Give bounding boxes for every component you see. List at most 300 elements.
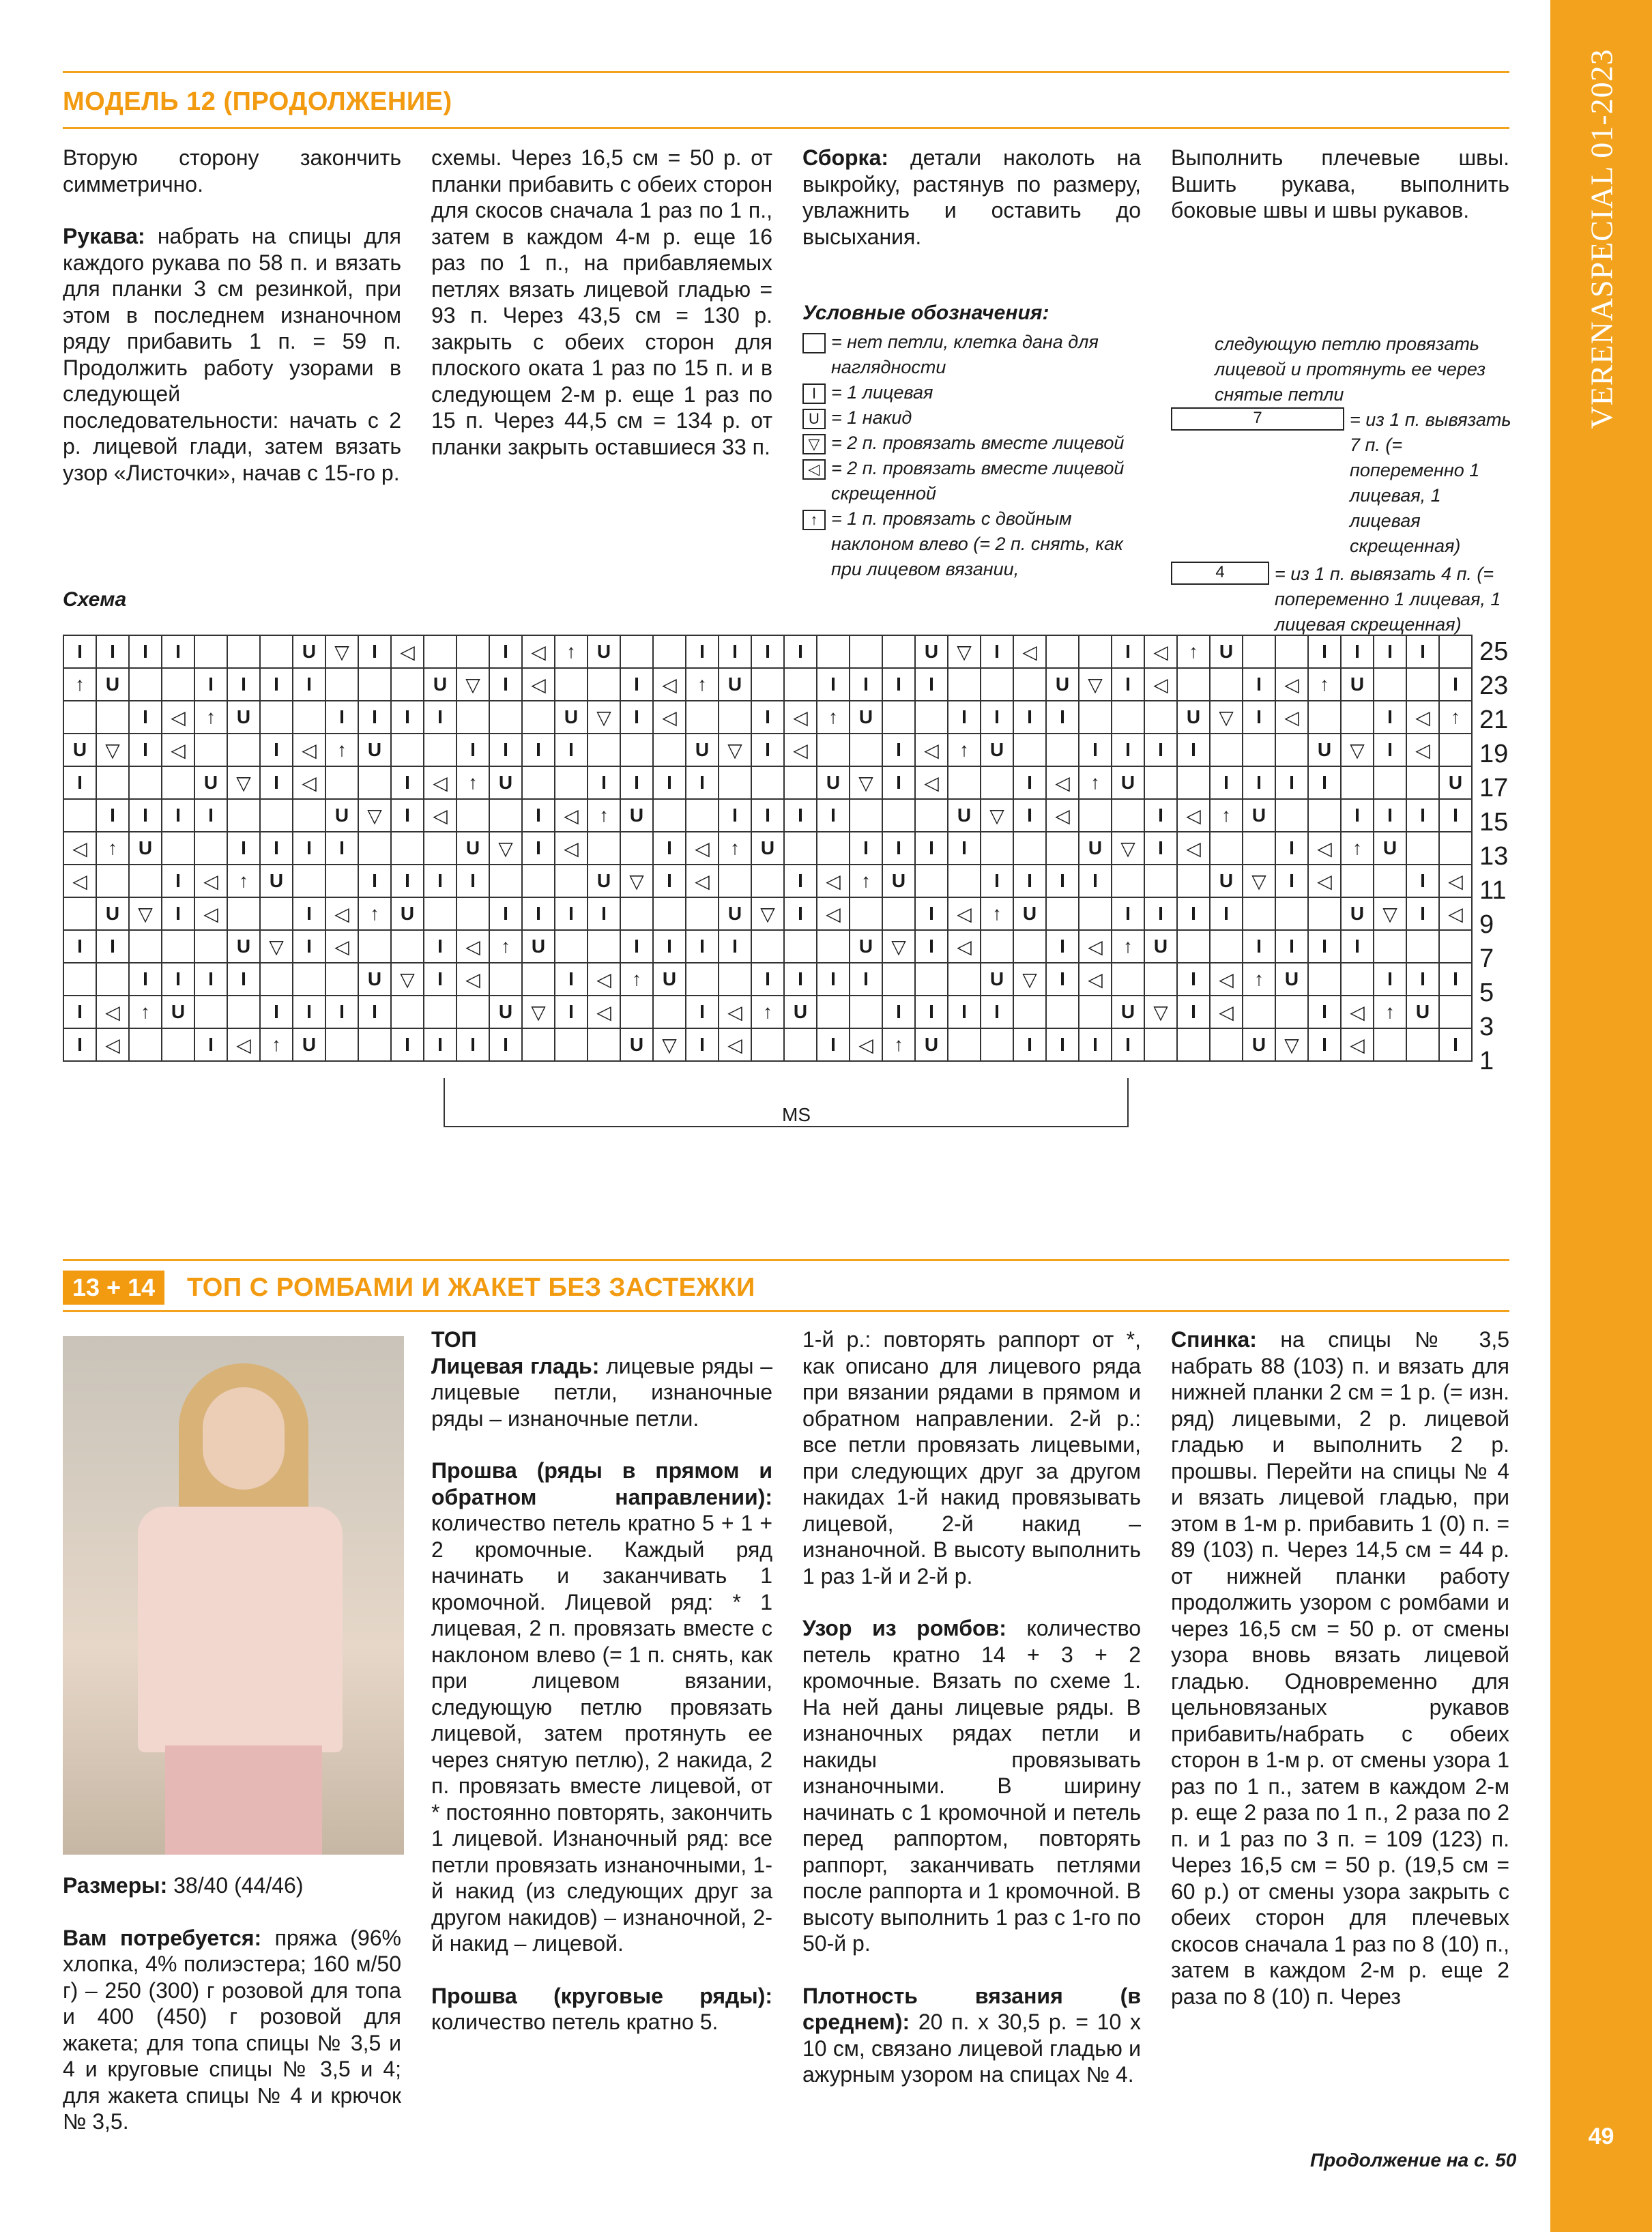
chart-cell: I [1341,799,1374,832]
chart-cell [293,963,325,996]
k2tog-icon: ▽ [802,434,826,454]
k2tog-tbl-icon: ◁ [802,459,826,480]
chart-cell [391,734,424,766]
chart-cell [129,1028,162,1061]
chart-cell: ◁ [588,963,620,996]
chart-cell [1210,930,1243,963]
chart-cell [1079,799,1112,832]
chart-cell: ◁ [1406,701,1439,734]
chart-cell: I [751,734,784,766]
chart-cell: I [1275,832,1308,865]
chart-cell [850,996,882,1028]
chart-cell [588,668,620,701]
chart-cell: I [162,963,194,996]
chart-cell [63,897,96,930]
chart-cell: I [424,1028,457,1061]
chart-cell [1406,668,1439,701]
chart-cell [1177,865,1210,897]
chart-cell: ◁ [1275,668,1308,701]
chart-cell [129,766,162,799]
chart-cell: I [424,865,457,897]
chart-cell: I [489,897,522,930]
chart-cell: ◁ [1144,635,1177,668]
chart-cell: I [1406,865,1439,897]
chart-cell: I [1308,996,1341,1028]
chart-cell [653,996,686,1028]
paragraph: Узор из ромбов: количество петель кратно 14 + 3 + 2 кромочные. Вязать по схеме 1. На ней даны лицевые ряды. В изнаночных рядах петли и накиды провязывать изнаночными. В ширину начинать с 1 кромочной и петель перед раппортом, повторять раппорт, заканчивать петлями после раппорта и 1 кромочной. В высоту выполнить 1 раз с 1-го по 50-й р. [802,1616,1141,1956]
chart-cell: I [1341,930,1374,963]
chart-cell [391,930,424,963]
chart-cell: I [686,635,719,668]
chart-cell: ↑ [325,734,358,766]
chart-cell: I [817,963,850,996]
chart-cell: I [817,799,850,832]
chart-cell: I [948,701,981,734]
chart-cell: U [260,865,293,897]
chart-cell: I [1406,635,1439,668]
chart-cell: I [260,668,293,701]
chart-cell: I [1144,734,1177,766]
chart-cell: I [194,799,227,832]
chart-cell: I [1374,734,1406,766]
chart-cell [1079,897,1112,930]
chart-cell: I [293,668,325,701]
chart-cell: I [751,799,784,832]
legend-item: 4 = из 1 п. вывязать 4 п. (= попеременно 1 лицевая, 1 лицевая скрещенная) [1171,562,1512,637]
chart-cell: I [620,668,653,701]
chart-cell [1210,832,1243,865]
row-number: 9 [1479,910,1494,939]
chart-cell: I [162,865,194,897]
chart-cell: I [63,766,96,799]
chart-cell: U [751,832,784,865]
subsection-title: ТОП [431,1327,477,1352]
chart-cell: I [882,668,915,701]
chart-cell: I [522,832,555,865]
paragraph: Прошва (ряды в прямом и обратном направлении): количество петель кратно 5 + 1 + 2 кромочные. Каждый ряд начинать и заканчивать 1 кромочной. Лицевой ряд: * 1 лицевая, 2 п. провязать вместе с наклоном влево (= 1 п. снять, как при лицевом вязании, следующую петлю провязать лицевой, затем протянуть ее через снятую петлю), 2 накида, 2 п. провязать вместе лицевой, от * постоянно повторять, закончить 1 лицевой. Изнаночный ряд: все петли провязать изнаночными, 1-й накид (из следующих друг за другом накидов) – изнаночной, 2-й накид – лицевой. [431,1458,772,1956]
chart-cell: I [1177,963,1210,996]
chart-cell: I [751,701,784,734]
chart-cell [784,832,817,865]
chart-cell [981,930,1013,963]
chart-cell [1406,832,1439,865]
chart-cell: I [620,701,653,734]
chart-cell: I [194,1028,227,1061]
chart-cell [1275,734,1308,766]
chart-cell [784,766,817,799]
chart-cell: ◁ [1341,1028,1374,1061]
chart-cell [1046,734,1079,766]
chart-cell: U [719,897,751,930]
chart-cell: ◁ [194,897,227,930]
chart-cell: I [653,865,686,897]
chart-cell: ◁ [96,996,129,1028]
chart-cell: ◁ [522,668,555,701]
chart-cell: I [948,996,981,1028]
chart-cell: I [784,635,817,668]
legend-item: I = 1 лицевая [802,380,1144,405]
chart-cell [260,963,293,996]
chart-cell: ◁ [588,996,620,1028]
chart-cell: ↑ [817,701,850,734]
chart-cell [719,963,751,996]
chart-cell [850,635,882,668]
chart-cell [96,865,129,897]
row-number: 13 [1479,842,1509,871]
chart-cell: I [293,996,325,1028]
chart-cell [719,766,751,799]
chart-cell [1013,832,1046,865]
chart-cell: ◁ [1144,668,1177,701]
chart-cell: ↑ [719,832,751,865]
section-rule-top [63,71,1509,73]
chart-cell: U [1406,996,1439,1028]
chart-cell [719,865,751,897]
chart-cell: I [1406,897,1439,930]
chart-cell: ▽ [1210,701,1243,734]
chart-cell [948,668,981,701]
row-number: 1 [1479,1047,1494,1075]
chart-cell [751,930,784,963]
chart-cell: U [1177,701,1210,734]
chart-cell [850,799,882,832]
chart-cell: I [1439,668,1472,701]
chart-cell [1439,734,1472,766]
chart-cell [63,963,96,996]
chart-cell: U [391,897,424,930]
chart-cell: ▽ [1243,865,1275,897]
chart-cell: I [1079,734,1112,766]
chart-cell: I [1013,1028,1046,1061]
chart-cell: ◁ [1013,635,1046,668]
chart-cell: I [588,897,620,930]
chart-cell [194,832,227,865]
chart-cell [489,799,522,832]
chart-cell [96,766,129,799]
increase-7-icon: 7 [1171,407,1344,431]
chart-cell: I [1243,930,1275,963]
chart-cell [489,963,522,996]
chart-cell: U [882,865,915,897]
chart-cell: ↑ [1079,766,1112,799]
chart-cell [358,930,391,963]
chart-cell: I [1275,865,1308,897]
chart-cell [522,865,555,897]
chart-cell [1243,734,1275,766]
chart-cell [784,668,817,701]
chart-cell: ◁ [555,799,588,832]
chart-cell: I [129,799,162,832]
chart-cell [1177,668,1210,701]
chart-cell: I [1177,996,1210,1028]
chart-cell: ▽ [1079,668,1112,701]
chart-cell: I [162,799,194,832]
chart-cell: ▽ [1341,734,1374,766]
chart-cell: I [882,832,915,865]
chart-cell: ◁ [948,897,981,930]
chart-cell: ↑ [981,897,1013,930]
chart-cell [522,766,555,799]
chart-cell [817,635,850,668]
chart-cell: I [1112,668,1144,701]
chart-cell: ▽ [358,799,391,832]
chart-cell [1374,865,1406,897]
chart-cell [325,668,358,701]
chart-row [63,799,1472,832]
chart-cell: I [457,734,489,766]
chart-cell [948,865,981,897]
chart-cell: I [260,734,293,766]
chart-cell: I [1308,930,1341,963]
chart-cell [1439,996,1472,1028]
chart-cell: ▽ [981,799,1013,832]
chart-row [63,734,1472,766]
chart-cell: U [293,1028,325,1061]
continued-note: Продолжение на с. 50 [1310,2149,1517,2171]
chart-cell: U [555,701,588,734]
chart-cell: U [915,1028,948,1061]
chart-cell: ◁ [293,766,325,799]
chart-cell: I [457,865,489,897]
model-number-badge: 13 + 14 [63,1271,164,1305]
chart-cell [194,996,227,1028]
schema-title: Схема [63,588,127,611]
chart-cell: ◁ [850,1028,882,1061]
chart-cell [981,766,1013,799]
chart-cell: ◁ [63,832,96,865]
chart-cell: I [325,996,358,1028]
chart-cell [981,668,1013,701]
legend-continued [1171,332,1512,637]
chart-cell [358,1028,391,1061]
chart-cell: ◁ [162,734,194,766]
chart-cell [260,635,293,668]
chart-cell [751,668,784,701]
chart-cell [1243,897,1275,930]
chart-cell: I [751,635,784,668]
legend-item: = нет петли, клетка дана для наглядности [802,330,1144,380]
chart-cell: I [63,1028,96,1061]
chart-cell: I [1308,635,1341,668]
chart-cell: U [653,963,686,996]
chart-cell: U [227,701,260,734]
chart-row [63,668,1472,701]
row-number: 23 [1479,671,1509,700]
chart-cell [653,635,686,668]
chart-cell: ↑ [620,963,653,996]
row-number: 19 [1479,740,1509,768]
chart-cell: I [817,1028,850,1061]
chart-cell [588,832,620,865]
chart-cell [1341,963,1374,996]
chart-cell: ◁ [457,930,489,963]
chart-cell: I [227,963,260,996]
row-number: 7 [1479,944,1494,973]
chart-cell: U [981,963,1013,996]
chart-row [63,1028,1472,1061]
chart-cell: I [948,832,981,865]
chart-cell [588,930,620,963]
chart-cell: ◁ [1079,930,1112,963]
chart-cell: I [129,635,162,668]
chart-cell [194,734,227,766]
chart-cell [1112,963,1144,996]
paragraph: Спинка: на спицы № 3,5 набрать 88 (103) п. и вязать для нижней планки 2 см = 1 р. (= изн. ряд) лицевыми, 2 р. лицевой гладью и выполнить 2 р. прошвы. Перейти на спицы № 4 и вязать лицевой гладью, при этом в 1-м р. прибавить 1 (0) п. = 89 (103) п. Через 14,5 см = 44 р. от нижней планки работу продолжить узором с ромбами и через 16,5 см = 50 р. от смены узора вновь вязать лицевой гладью. Одновременно для цельновязаных рукавов прибавить/набрать с обеих сторон в 1-м р. от смены узора 1 раз по 1 п., затем в каждом 2-м р. еще 2 раза по 1 п., 2 раза по 2 п. и 1 раз по 3 п. = 109 (123) п. Через 16,5 см = 50 р. (19,5 см = 60 р.) от смены узора закрыть с обеих сторон для плечевых скосов сначала 1 раз по 8 (10) п., затем в каждом 2-м р. еще 2 раза по 8 (10) п. Через [1171,1327,1509,2009]
paragraph-assembly: Сборка: детали наколоть на выкройку, растянув по размеру, увлажнить и оставить до высыхания. [802,145,1141,249]
chart-cell: I [424,963,457,996]
chart-cell [1046,635,1079,668]
chart-cell: U [457,832,489,865]
chart-cell: I [1177,734,1210,766]
chart-cell [325,865,358,897]
chart-cell: I [293,832,325,865]
chart-cell: ↑ [850,865,882,897]
chart-cell: ▽ [1144,996,1177,1028]
text-column-3 [802,145,1141,276]
chart-cell: ▽ [751,897,784,930]
chart-cell: I [194,668,227,701]
chart-cell: U [358,963,391,996]
chart-cell: I [129,701,162,734]
chart-cell: I [784,963,817,996]
chart-cell: U [424,668,457,701]
chart-cell [1144,701,1177,734]
chart-cell: I [555,996,588,1028]
chart-cell [1013,930,1046,963]
chart-cell: ◁ [194,865,227,897]
chart-cell [227,996,260,1028]
chart-row [63,963,1472,996]
chart-cell: U [850,701,882,734]
chart-cell [751,865,784,897]
chart-cell [1112,799,1144,832]
chart-cell [63,799,96,832]
chart-cell [1177,766,1210,799]
legend-item: ◁ = 2 п. провязать вместе лицевой скрещенной [802,456,1144,506]
chart-cell [981,1028,1013,1061]
chart-row [63,832,1472,865]
chart-cell [1439,930,1472,963]
chart-cell: I [915,897,948,930]
text-column-1 [63,145,401,512]
chart-cell [1210,734,1243,766]
chart-cell [686,701,719,734]
chart-cell [358,766,391,799]
chart-cell: I [850,668,882,701]
chart-cell [391,996,424,1028]
chart-cell: I [162,635,194,668]
chart-cell: U [489,766,522,799]
chart-cell [1144,766,1177,799]
chart-cell: I [1112,897,1144,930]
chart-cell [424,734,457,766]
chart-cell: ◁ [1046,766,1079,799]
chart-cell [555,865,588,897]
section-heading-model12: МОДЕЛЬ 12 (ПРОДОЛЖЕНИЕ) [63,87,452,116]
chart-cell [457,635,489,668]
chart-cell [1210,1028,1243,1061]
chart-cell [555,930,588,963]
chart-cell [948,1028,981,1061]
chart-cell [457,996,489,1028]
chart-cell: ↑ [1308,668,1341,701]
chart-cell: I [686,1028,719,1061]
chart-cell: I [358,701,391,734]
paragraph: 1-й р.: повторять раппорт от *, как описано для лицевого ряда при вязании рядами в прямом и обратном направлении. 2-й р.: все петли провязать лицевыми, при следующих друг за другом накидах 1-й накид провязывать лицевой, 2-й накид – изнаночной. В высоту выполнить 1 раз 1-й и 2-й р. [802,1327,1141,1589]
chart-cell: ▽ [1374,897,1406,930]
chart-cell: I [1243,668,1275,701]
magazine-title: VERENASPECIAL 01-2023 [1584,48,1619,429]
chart-cell [620,635,653,668]
chart-cell: I [129,963,162,996]
chart-cell [1341,865,1374,897]
chart-cell: I [751,963,784,996]
chart-cell: I [686,996,719,1028]
chart-cell [260,701,293,734]
chart-cell [129,865,162,897]
chart-cell: ◁ [915,766,948,799]
chart-cell: I [358,865,391,897]
yarn-over-icon: U [802,409,826,429]
chart-cell: ▽ [457,668,489,701]
chart-cell [1275,897,1308,930]
chart-cell [1275,996,1308,1028]
chart-cell: I [981,996,1013,1028]
chart-cell [227,635,260,668]
chart-cell: I [981,865,1013,897]
knitting-chart [63,635,1473,1062]
text-column-3 [802,1327,1141,2114]
chart-cell [1374,668,1406,701]
chart-cell [784,1028,817,1061]
chart-cell [391,668,424,701]
chart-cell: U [325,799,358,832]
chart-cell: I [719,930,751,963]
chart-cell: ▽ [1275,1028,1308,1061]
chart-cell [1406,766,1439,799]
chart-cell: I [1406,799,1439,832]
chart-cell [1243,832,1275,865]
chart-cell: ◁ [227,1028,260,1061]
chart-cell [784,930,817,963]
legend-item: 7 = из 1 п. вывязать 7 п. (= попеременно 1 лицевая, 1 лицевая скрещенная) [1171,407,1512,559]
chart-cell: U [1144,930,1177,963]
chart-cell: I [1243,701,1275,734]
chart-cell: I [686,766,719,799]
chart-cell: I [63,635,96,668]
chart-cell: ◁ [1210,963,1243,996]
chart-row [63,996,1472,1028]
chart-cell [1210,668,1243,701]
chart-cell: ◁ [325,930,358,963]
chart-cell: I [1308,766,1341,799]
chart-cell: I [817,668,850,701]
chart-cell: U [1112,996,1144,1028]
chart-row [63,766,1472,799]
chart-cell [1374,766,1406,799]
chart-cell: U [1341,897,1374,930]
chart-cell: I [162,897,194,930]
chart-cell: U [1439,766,1472,799]
chart-cell [162,668,194,701]
chart-cell: I [981,701,1013,734]
chart-cell: ◁ [1079,963,1112,996]
chart-cell [817,930,850,963]
chart-cell: ◁ [1177,799,1210,832]
chart-cell: ↑ [1439,701,1472,734]
chart-cell: I [1243,766,1275,799]
chart-cell: ◁ [1177,832,1210,865]
